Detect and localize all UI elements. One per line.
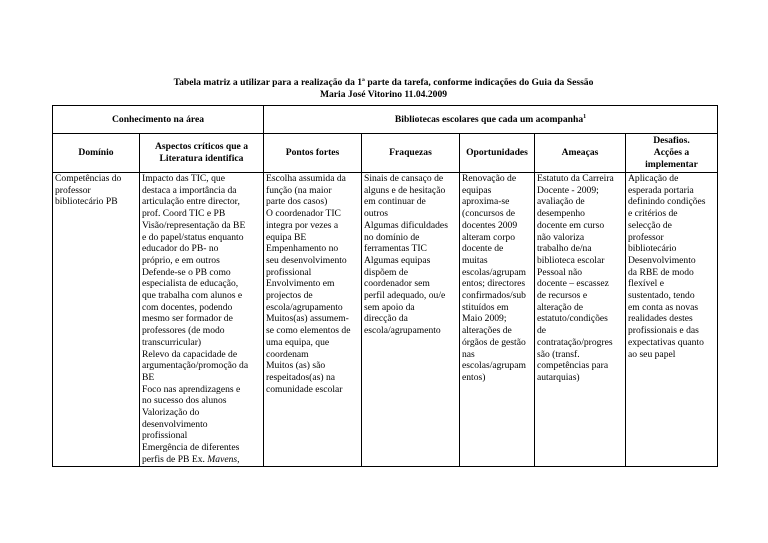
cell-text-line: alterações de <box>462 325 512 337</box>
cell-text-line: Escolha assumida da <box>266 173 346 184</box>
cell-text-line: alteram corpo <box>462 231 516 243</box>
cell-text-line: coordenam <box>266 348 309 360</box>
cell-text-line: ao seu papel <box>628 348 676 360</box>
col-header-fraquezas: Fraquezas <box>362 134 460 173</box>
cell-text-line: da RBE de modo <box>628 266 694 278</box>
cell-text-line: desenvolvimento <box>142 418 208 430</box>
cell-text-line: nas <box>462 348 475 360</box>
cell-text-line: respeitados(as) na <box>266 371 335 383</box>
cell-text-line: entos; directores <box>462 278 526 290</box>
cell-text-line: biblioteca escolar <box>537 254 605 266</box>
cell-text-line: seu desenvolvimento <box>266 254 347 266</box>
cell-oportunidades <box>460 173 535 467</box>
cell-text-line: escolas/agrupam <box>462 266 526 278</box>
cell-text-line: Muitos (as) são <box>266 360 326 372</box>
cell-text-line: de <box>537 325 547 337</box>
cell-text-line: escola/agrupamento <box>266 301 343 313</box>
swot-matrix-table <box>52 105 718 467</box>
cell-text-line: muitas <box>462 254 488 266</box>
cell-aspectos <box>140 173 264 467</box>
footnote-marker: 1 <box>583 113 587 120</box>
aspectos-last-line <box>142 454 261 466</box>
cell-text-line: stituídos em <box>462 301 509 313</box>
cell-text-line: selecção de <box>628 219 672 231</box>
col-header-dominio: Domínio <box>53 134 140 173</box>
cell-text-line: Sinais de cansaço de <box>364 173 444 184</box>
col-header-ameacas: Ameaças <box>535 134 626 173</box>
cell-text-line: Foco nas aprendizagens e <box>142 383 241 395</box>
cell-text-line: articulação entre director, <box>142 196 240 208</box>
header-bibliotecas <box>264 106 718 134</box>
cell-text-line: de recursos e <box>537 290 588 302</box>
cell-text-line: integra por vezes a <box>266 219 339 231</box>
cell-text-line: equipas <box>462 184 492 196</box>
cell-text-line: especialista de educação, <box>142 278 239 290</box>
cell-text-line: bibliotecário PB <box>55 196 118 208</box>
cell-text-line: estatuto/condições <box>537 313 608 325</box>
cell-text-line: órgãos de gestão <box>462 336 526 348</box>
cell-text-line: expectativas quanto <box>628 336 704 348</box>
cell-text-line: profissional <box>266 266 312 278</box>
cell-ameacas <box>535 173 626 467</box>
cell-text-line: competências para <box>537 360 609 372</box>
cell-text-line: BE <box>142 371 155 383</box>
cell-text-line: transcurricular) <box>142 336 202 348</box>
cell-text-line: definindo condições <box>628 196 706 208</box>
cell-text-line: com docentes, podendo <box>142 301 233 313</box>
cell-text-line: Visão/representação da BE <box>142 219 246 231</box>
cell-text-line: confirmados/sub <box>462 290 526 302</box>
cell-text-line: equipa BE <box>266 231 307 243</box>
cell-text-line: coordenador sem <box>364 278 430 290</box>
cell-text-line: comunidade escolar <box>266 383 343 395</box>
cell-text-line: profissional <box>142 430 188 442</box>
cell-text-line: Muitos(as) assumem- <box>266 313 349 325</box>
cell-text-line: Desenvolvimento <box>628 254 696 266</box>
cell-text-line: argumentação/promoção da <box>142 360 249 372</box>
cell-text-line: em continuar de <box>364 196 426 208</box>
header-bibliotecas-text: Bibliotecas escolares que cada um acompanha <box>394 113 584 125</box>
cell-text-line: professor <box>55 184 91 196</box>
aspectos-last-italic: Mavens, <box>207 453 240 465</box>
cell-text-line: escola/agrupamento <box>364 325 441 337</box>
cell-text-line: Impacto das TIC, que <box>142 173 225 184</box>
cell-text-line: autarquias) <box>537 371 580 383</box>
cell-text-line: aproxima-se <box>462 196 510 208</box>
cell-dominio <box>53 173 140 467</box>
cell-text-line: no domínio de <box>364 231 420 243</box>
cell-text-line: Algumas equipas <box>364 254 431 266</box>
cell-text-line: alteração de <box>537 301 584 313</box>
cell-text-line: Algumas dificuldades <box>364 219 448 231</box>
cell-text-line: Envolvimento em <box>266 278 335 290</box>
cell-text-line: contratação/progres <box>537 336 613 348</box>
cell-fraquezas <box>362 173 460 467</box>
title-line-1: Tabela matriz a utilizar para a realização da 1ª parte da tarefa, conforme indicações do Guia da Sessão <box>173 77 594 88</box>
cell-text-line: parte dos casos) <box>266 196 328 208</box>
aspectos-lines <box>142 173 261 454</box>
cell-text-line: próprio, e em outros <box>142 254 220 266</box>
document-title <box>56 77 711 101</box>
column-header-row <box>53 134 718 173</box>
col-header-aspectos-text: Aspectos críticos que a Literatura identifica <box>155 141 248 164</box>
cell-text-line: e critérios de <box>628 208 678 220</box>
cell-text-line: (concursos de <box>462 208 516 220</box>
cell-text-line: sustentado, tendo <box>628 290 695 302</box>
col-header-desafios <box>626 134 718 173</box>
cell-pontos-fortes <box>264 173 362 467</box>
cell-text-line: O coordenador TIC <box>266 208 341 220</box>
cell-text-line: direcção da <box>364 313 408 325</box>
cell-text-line: trabalho de/na <box>537 243 592 255</box>
cell-text-line: ferramentas TIC <box>364 243 427 255</box>
cell-text-line: desempenho <box>537 208 585 220</box>
col-header-oportunidades: Oportunidades <box>460 134 535 173</box>
header-conhecimento: Conhecimento na área <box>53 106 264 134</box>
cell-text-line: que trabalha com alunos e <box>142 290 243 302</box>
cell-text-line: Relevo da capacidade de <box>142 348 238 360</box>
cell-text-line: Docente - 2009; <box>537 184 599 196</box>
cell-text-line: avaliação de <box>537 196 585 208</box>
cell-text-line: em conta as novas <box>628 301 699 313</box>
cell-text-line: são (transf. <box>537 348 580 360</box>
cell-desafios <box>626 173 718 467</box>
cell-text-line: não valoriza <box>537 231 585 243</box>
cell-text-line: flexível e <box>628 278 664 290</box>
cell-text-line: docente em curso <box>537 219 605 231</box>
cell-text-line: sem apoio da <box>364 301 415 313</box>
cell-text-line: Pessoal não <box>537 266 583 278</box>
cell-text-line: Valorização do <box>142 407 200 419</box>
cell-text-line: uma equipa, que <box>266 336 330 348</box>
cell-text-line: professor <box>628 231 664 243</box>
cell-text-line: destaca a importância da <box>142 184 237 196</box>
col-header-pontos-fortes: Pontos fortes <box>264 134 362 173</box>
cell-text-line: realidades destes <box>628 313 693 325</box>
cell-text-line: profissionais e das <box>628 325 699 337</box>
cell-text-line: alguns e de hesitação <box>364 184 446 196</box>
content-row <box>53 173 718 467</box>
cell-text-line: educador do PB- no <box>142 243 219 255</box>
cell-text-line: no sucesso dos alunos <box>142 395 227 407</box>
cell-text-line: prof. Coord TIC e PB <box>142 208 226 220</box>
cell-text-line: escolas/agrupam <box>462 360 526 372</box>
title-line-2: Maria José Vitorino 11.04.2009 <box>319 89 448 100</box>
cell-text-line: esperada portaria <box>628 184 694 196</box>
cell-text-line: Competências do <box>55 173 122 184</box>
cell-text-line: entos) <box>462 371 486 383</box>
cell-text-line: Emergência de diferentes <box>142 442 240 454</box>
cell-text-line: Empenhamento no <box>266 243 339 255</box>
cell-text-line: Maio 2009; <box>462 313 507 325</box>
cell-text-line: mesmo ser formador de <box>142 313 233 325</box>
cell-text-line: e do papel/status enquanto <box>142 231 244 243</box>
cell-text-line: docente – escassez <box>537 278 609 290</box>
col-header-desafios-text: Desafios. Acções a implementar <box>645 135 698 170</box>
cell-text-line: perfil adequado, ou/e <box>364 290 446 302</box>
cell-text-line: outros <box>364 208 388 220</box>
col-header-aspectos <box>140 134 264 173</box>
cell-text-line: se como elementos de <box>266 325 351 337</box>
aspectos-last-text: perfis de PB Ex. <box>142 453 205 465</box>
cell-text-line: Aplicação de <box>628 173 679 184</box>
cell-text-line: docente de <box>462 243 504 255</box>
cell-text-line: Renovação de <box>462 173 517 184</box>
cell-text-line: função (na maior <box>266 184 332 196</box>
cell-text-line: dispõem de <box>364 266 408 278</box>
cell-text-line: projectos de <box>266 290 313 302</box>
cell-text-line: professores (de modo <box>142 325 225 337</box>
cell-text-line: bibliotecário <box>628 243 677 255</box>
cell-text-line: Estatuto da Carreira <box>537 173 614 184</box>
group-header-row <box>53 106 718 134</box>
cell-text-line: Defende-se o PB como <box>142 266 231 278</box>
cell-text-line: docentes 2009 <box>462 219 518 231</box>
